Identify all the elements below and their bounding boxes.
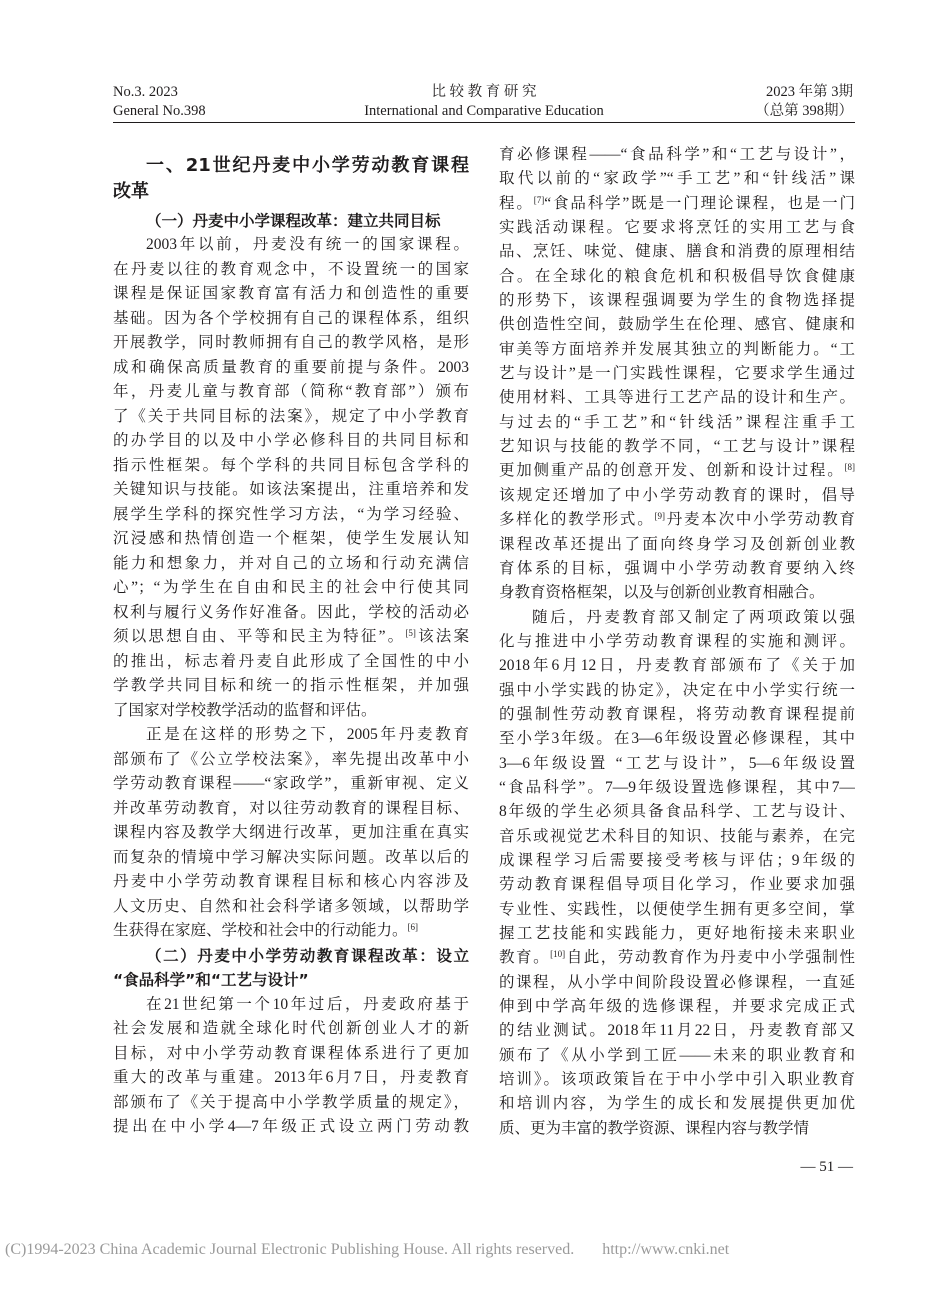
text-line: 正是在这样的形势之下，2005年丹麦教育: [146, 726, 469, 743]
journal-general-number: General No.398: [113, 103, 206, 119]
text-line: 和培训内容，为学生的成长和发展提供更加优: [499, 1095, 855, 1113]
text-line: 沉浸感和热情创造一个框架，使学生发展认知: [113, 530, 469, 547]
journal-title-en: International and Comparative Education: [364, 103, 604, 119]
text-line: 重大的改革与重建。2013年6月7日，丹麦教育: [113, 1069, 469, 1086]
text-line: 的办学目的以及中小学必修科目的共同目标和: [113, 432, 469, 449]
text-line: 该规定还增加了中小学劳动教育的课时，倡导: [499, 486, 855, 504]
text-line: 了国家对学校教学活动的监督和评估。: [113, 701, 377, 719]
text-line: 课程内容及教学大纲进行改革，更加注重在真实: [113, 824, 469, 841]
text-line: 强中小学实践的协定》，决定在中小学实行统一: [499, 681, 855, 699]
text-line: 成课程学习后需要接受考核与评估；9年级的: [499, 851, 855, 869]
text-line: 展学生学科的探究性学习方法，“为学习经验、: [113, 505, 469, 523]
page-number: — 51 —: [800, 1159, 853, 1175]
citation-superscript: [6]: [407, 922, 419, 932]
text-line: 与过去的“手工艺”和“针线活”课程注重手工: [499, 413, 855, 431]
text-line: 关键知识与技能。如该法案提出，注重培养和发: [113, 481, 469, 498]
text-segment: 教育。: [499, 949, 551, 967]
footer: [5, 1240, 729, 1260]
text-line: [113, 625, 469, 650]
text-line: 在21世纪第一个10年过后，丹麦政府基于: [146, 995, 469, 1013]
issue-year-cn: 2023 年第 3期: [766, 84, 853, 100]
text-segment: “食品科学”既是一门理论课程，也是一门: [544, 194, 855, 212]
text-line: 的强制性劳动教育课程，将劳动教育课程提前: [499, 705, 855, 723]
text-segment: 须以思想自由、平等和民主为特征”。: [113, 628, 406, 645]
text-line: 音乐或视觉艺术科目的知识、技能与素养，在完: [499, 827, 855, 845]
paragraph: [499, 143, 855, 606]
text-line: 化与推进中小学劳动教育课程的实施和测评。: [499, 632, 855, 650]
text-line: 身教育资格框架，以及与创新创业教育相融合。: [499, 584, 825, 602]
text-line: 握工艺技能和实践能力，更好地衔接未来职业: [499, 925, 855, 942]
journal-issue-number: No.3. 2023: [113, 84, 178, 100]
copyright-notice: (C)1994-2023 China Academic Journal Electronic Publishing House. All rights reserved.: [5, 1241, 575, 1258]
text-line: 培训》。该项政策旨在于中小学中引入职业教育: [499, 1071, 855, 1089]
subsection-title: [113, 944, 469, 993]
header-rule: [113, 122, 855, 123]
text-line: 取代以前的“家政学”“手工艺”和“针线活”课: [499, 170, 855, 188]
text-line: “食品科学”和“工艺与设计”: [113, 971, 309, 989]
text-line: 课程是保证国家教育富有活力和创造性的重要: [113, 285, 469, 302]
text-line: （一）丹麦中小学课程改革：建立共同目标: [146, 211, 441, 230]
text-line: 随后，丹麦教育部又制定了两项政策以强: [532, 608, 855, 626]
left-column: [113, 153, 469, 1140]
subsection-title: [113, 209, 469, 234]
text-line: 伸到中学高年级的选修课程，并要求完成正式: [499, 998, 855, 1016]
journal-title-cn: 比 较 教 育 研 究: [431, 84, 537, 100]
text-line: 的推出，标志着丹麦自此形成了全国性的中小: [113, 652, 469, 670]
text-segment: 该法案: [415, 628, 469, 645]
text-line: 心”；“为学生在自由和民主的社会中行使其同: [113, 579, 469, 596]
text-line: 至小学3年级。在3—6年级设置必修课程，其中: [499, 730, 855, 748]
paragraph: [113, 723, 469, 944]
text-line: 8年级的学生必须具备食品科学、工艺与设计、: [499, 803, 855, 821]
text-line: [499, 192, 855, 216]
text-segment: 多样化的教学形式。: [499, 511, 655, 529]
text-segment: 程。: [499, 194, 534, 212]
citation-superscript: [9]: [654, 511, 665, 522]
text-line: 实践活动课程。它要求将烹饪的实用工艺与食: [499, 219, 855, 237]
text-line: 劳动教育课程倡导项目化学习，作业要求加强: [499, 876, 855, 894]
text-segment: 自此，劳动教育作为丹麦中小学强制性: [565, 949, 855, 967]
text-line: 课程改革还提出了面向终身学习及创新创业教: [499, 535, 855, 553]
issue-total-cn: （总第 398期）: [755, 103, 853, 119]
cnki-url: http://www.cnki.net: [602, 1241, 730, 1258]
paragraph: [499, 606, 855, 1142]
text-line: 品、烹饪、味觉、健康、膳食和消费的原理相结: [499, 243, 855, 261]
header-center: [113, 83, 855, 121]
text-line: 艺知识与技能的教学不同，“工艺与设计”课程: [499, 438, 855, 456]
header-right: [755, 83, 853, 121]
text-line: 提出在中小学4—7年级正式设立两门劳动教: [113, 1118, 469, 1135]
text-line: 了《关于共同目标的法案》，规定了中小学教育: [113, 407, 469, 425]
text-line: 能力和想象力，并对自己的立场和行动充满信: [113, 554, 469, 572]
right-column: [499, 143, 855, 1141]
paragraph: [113, 233, 469, 723]
text-line: 2018年6月12日，丹麦教育部颁布了《关于加: [499, 657, 855, 675]
text-line: 质、更为丰富的教学资源、课程内容与教学情: [499, 1119, 810, 1137]
text-line: 目标，对中小学劳动教育课程体系进行了更加: [113, 1044, 469, 1062]
text-line: 艺与设计”是一门实践性课程，它要求学生通过: [499, 365, 855, 383]
text-line: [113, 919, 469, 944]
text-line: （二）丹麦中小学劳动教育课程改革：设立: [146, 946, 469, 965]
text-line: 指示性框架。每个学科的共同目标包含学科的: [113, 456, 469, 474]
text-line: [499, 459, 855, 483]
text-line: 人文历史、自然和社会科学诸多领域，以帮助学: [113, 897, 469, 915]
text-line: 3—6年级设置 “工艺与设计”，5—6年级设置: [499, 754, 855, 772]
text-line: “食品科学”。7—9年级设置选修课程，其中7—: [499, 778, 855, 796]
text-line: 学劳动教育课程——“家政学”，重新审视、定义: [113, 775, 469, 792]
text-line: 合。在全球化的粮食危机和积极倡导饮食健康: [499, 267, 855, 285]
citation-superscript: [8]: [844, 462, 855, 473]
section-title: [113, 153, 469, 205]
text-line: 在丹麦以往的教育观念中，不设置统一的国家: [113, 260, 469, 278]
text-segment: 丹麦本次中小学劳动教育: [664, 511, 855, 529]
text-line: 部颁布了《公立学校法案》，率先提出改革中小: [113, 750, 469, 768]
text-line: 开展教学，同时教师拥有自己的教学风格，是形: [113, 334, 469, 351]
text-line: 使用材料、工具等进行工艺产品的设计和生产。: [499, 389, 855, 407]
text-line: 丹麦中小学劳动教育课程目标和核心内容涉及: [113, 873, 469, 890]
text-line: 部颁布了《关于提高中小学教学质量的规定》，: [113, 1093, 469, 1111]
paragraph: [113, 993, 469, 1140]
text-line: 审美等方面培养并发展其独立的判断能力。“工: [499, 340, 855, 358]
citation-superscript: [5]: [405, 628, 416, 638]
text-line: 一、21世纪丹麦中小学劳动教育课程: [146, 155, 469, 176]
text-line: [499, 946, 855, 970]
text-line: 改革: [113, 181, 149, 202]
text-line: 学教学共同目标和统一的指示性框架，并加强: [113, 677, 469, 694]
text-line: 的课程，从小学中间阶段设置必修课程，一直延: [499, 973, 855, 991]
text-line: 成和确保高质量教育的重要前提与条件。2003: [113, 358, 469, 376]
text-line: 颁布了《从小学到工匠——未来的职业教育和: [499, 1046, 855, 1064]
text-line: 而复杂的情境中学习解决实际问题。改革以后的: [113, 848, 469, 866]
text-line: 的结业测试。2018年11月22日，丹麦教育部又: [499, 1022, 855, 1040]
text-line: 育体系的目标，强调中小学劳动教育要纳入终: [499, 559, 855, 577]
text-segment: 更加侧重产品的创意开发、创新和设计过程。: [499, 462, 845, 480]
text-line: 年，丹麦儿童与教育部（简称“教育部”）颁布: [113, 383, 469, 400]
text-line: 基础。因为各个学校拥有自己的课程体系，组织: [113, 309, 469, 327]
citation-superscript: [7]: [533, 194, 545, 205]
text-line: 育必修课程——“食品科学”和“工艺与设计”，: [499, 146, 855, 163]
text-line: 供创造性空间，鼓励学生在伦理、感官、健康和: [499, 316, 855, 334]
citation-superscript: [10]: [550, 949, 566, 960]
text-line: 专业性、实践性，以便使学生拥有更多空间，掌: [499, 900, 855, 918]
text-line: 社会发展和造就全球化时代创新创业人才的新: [113, 1020, 469, 1037]
text-segment: 生获得在家庭、学校和社会中的行动能力。: [113, 922, 408, 939]
text-line: [499, 508, 855, 532]
text-line: 并改革劳动教育，对以往劳动教育的课程目标、: [113, 799, 469, 817]
text-line: 的形势下，该课程强调要为学生的食物选择提: [499, 292, 855, 310]
text-line: 2003年以前，丹麦没有统一的国家课程。: [146, 236, 469, 253]
text-line: 权利与履行义务作好准备。因此，学校的活动必: [113, 603, 469, 621]
